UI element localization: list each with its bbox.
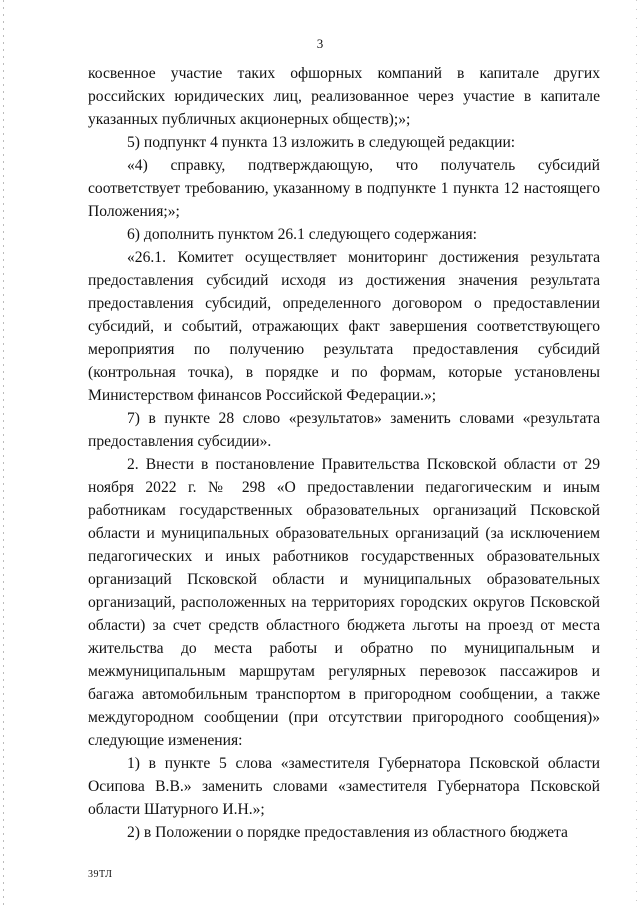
page-number: 3: [316, 36, 324, 51]
document-body: [88, 62, 600, 844]
paragraph: 7) в пункте 28 слово «результатов» заменить словами «результата предоставления субсидии».: [88, 410, 600, 450]
scan-edge-left: [3, 0, 4, 905]
paragraph: 2) в Положении о порядке предоставления из областного бюджета: [127, 824, 568, 841]
paragraph: «4) справку, подтверждающую, что получатель субсидий соответствует требованию, указанному в подпункте 1 пункта 12 настоящего Положения;»;: [88, 157, 600, 220]
paragraph: 2. Внести в постановление Правительства Псковской области от 29 ноября 2022 г. № 298 «О предоставлении педагогическим и иным работникам государственных образовательных организаций Псковской области и муниципальных образовательных организаций (за исключением педагогических и иных работников государственных образовательных организаций Псковской области и муниципальных образовательных организаций, расположенных на территориях городских округов Псковской области) за счет средств областного бюджета льготы на проезд от места жительства до места работы и обратно по муниципальным и межмуниципальным маршрутам регулярных перевозок пассажиров и багажа автомобильным транспортом в пригородном сообщении, а также междугородном сообщении (при отсутствии пригородного сообщения)» следующие изменения:: [88, 456, 600, 749]
scan-edge-right: [636, 0, 637, 905]
paragraph: 5) подпункт 4 пункта 13 изложить в следующей редакции:: [127, 134, 516, 151]
paragraph: «26.1. Комитет осуществляет мониторинг достижения результата предоставления субсидий исходя из достижения значения результата предоставления субсидий, определенного договором о предоставлении субсидий, и событий, отражающих факт завершения соответствующего мероприятия по получению результата предоставления субсидий (контрольная точка), в порядке и по формам, которые установлены Министерством финансов Российской Федерации.»;: [88, 249, 600, 404]
paragraph: косвенное участие таких офшорных компаний в капитале других российских юридических лиц, реализованное через участие в капитале указанных публичных акционерных обществ);»;: [88, 65, 600, 128]
document-code: 39ТЛ: [88, 869, 113, 880]
paragraph: 1) в пункте 5 слова «заместителя Губернатора Псковской области Осипова В.В.» заменить словами «заместителя Губернатора Псковской области Шатурного И.Н.»;: [88, 755, 600, 818]
paragraph: 6) дополнить пунктом 26.1 следующего содержания:: [127, 226, 478, 243]
